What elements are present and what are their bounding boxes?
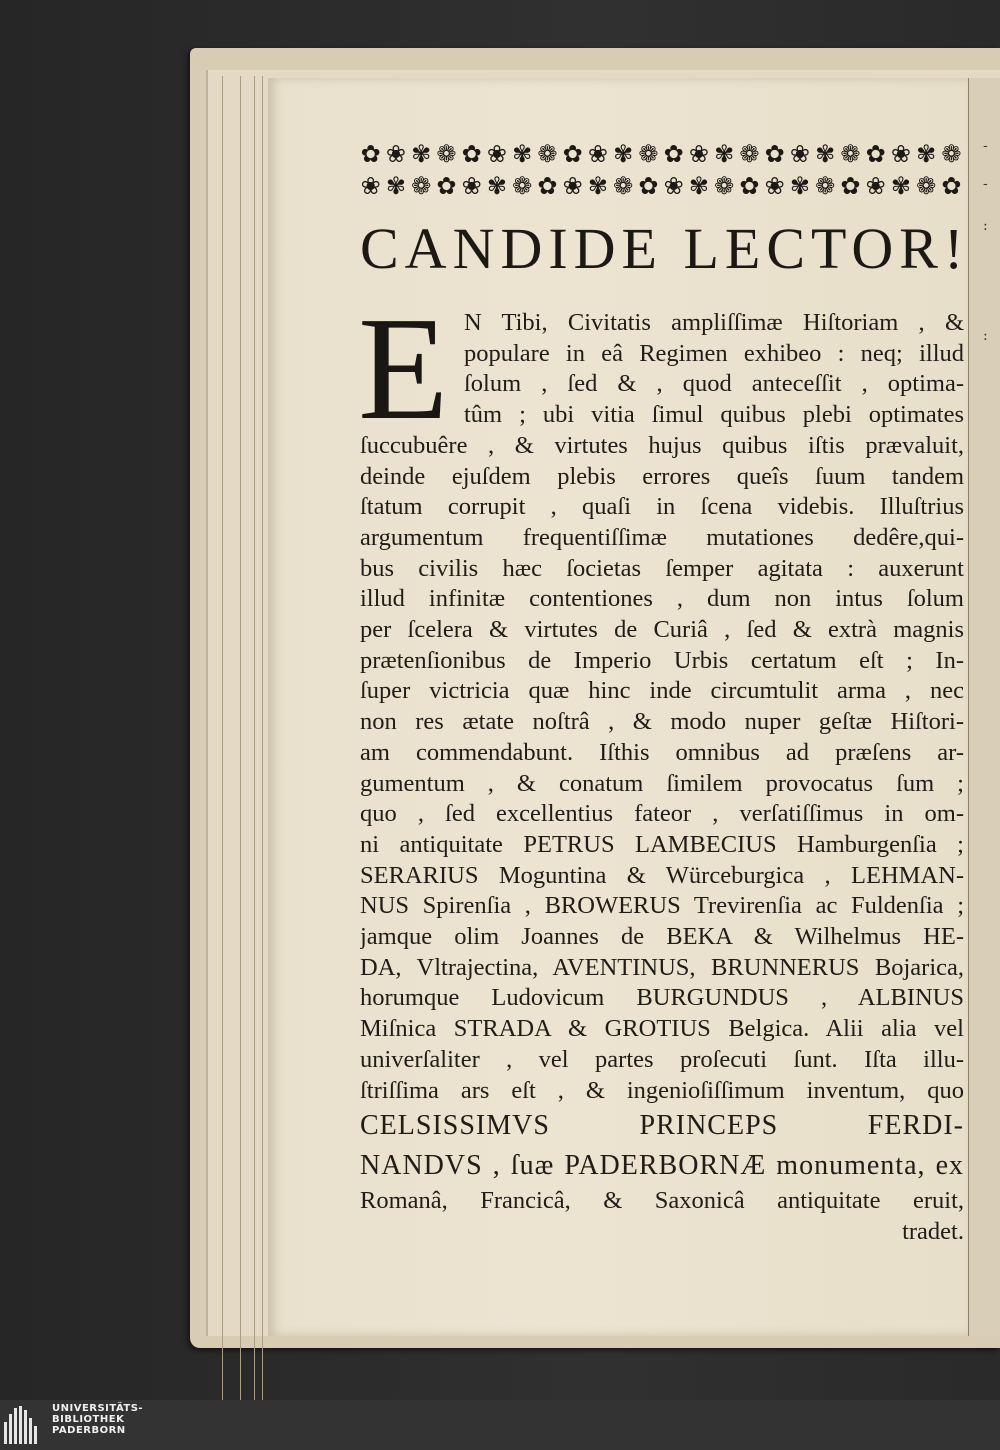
ornament-flower-icon: ✿ [537, 172, 558, 200]
ornament-flower-icon: ❀ [764, 172, 785, 200]
ornament-flower-icon: ❁ [613, 172, 634, 200]
ornament-flower-icon: ❁ [815, 172, 836, 200]
ornament-flower-icon: ❀ [663, 172, 684, 200]
text-line: ni antiquitate PETRUS LAMBECIUS Hamburgenſia ; [360, 830, 964, 858]
page-edge-line [222, 76, 223, 1450]
ornament-flower-icon: ❁ [436, 140, 457, 168]
logo-bar [4, 1422, 7, 1444]
text-line: univerſaliter , vel partes proſecuti ſunt. Iſta illu- [360, 1045, 964, 1073]
ornament-flower-icon: ✾ [587, 172, 608, 200]
text-line: NUS Spirenſia , BROWERUS Trevirenſia ac Fuldenſia ; [360, 892, 964, 920]
ornament-flower-icon: ❁ [537, 140, 558, 168]
ornament-flower-icon: ❀ [587, 140, 608, 168]
ornament-flower-icon: ❁ [714, 172, 735, 200]
ornament-flower-icon: ✾ [411, 140, 432, 168]
text-line: SERARIUS Moguntina & Würceburgica , LEHMAN- [360, 861, 964, 889]
text-line: ſuccubuêre , & virtutes hujus quibus iſtis prævaluit, [360, 431, 964, 459]
ornament-flower-icon: ✿ [360, 140, 381, 168]
page-edge-line [262, 76, 263, 1450]
ornament-flower-icon: ✾ [789, 172, 810, 200]
text-line: ſtatum corrupit , quaſi in ſcena videbis. Illuſtrius [360, 493, 964, 521]
library-name-line: UNIVERSITÄTS- [52, 1403, 144, 1414]
ornament-flower-icon: ✿ [638, 172, 659, 200]
ornament-flower-icon: ❁ [512, 172, 533, 200]
ornament-flower-icon: ✾ [613, 140, 634, 168]
text-line: ſuper victricia quæ hinc inde circumtulit arma , nec [360, 677, 964, 705]
text-line: Miſnica STRADA & GROTIUS Belgica. Alii alia vel [360, 1015, 964, 1043]
ornament-flower-icon: ❁ [411, 172, 432, 200]
ornament-flower-icon: ❁ [916, 172, 937, 200]
ornament-flower-icon: ❁ [638, 140, 659, 168]
page-edge-line [240, 76, 241, 1450]
ornament-flower-icon: ✾ [512, 140, 533, 168]
page-title: CANDIDE LECTOR! [360, 216, 970, 281]
ornament-flower-icon: ❀ [385, 140, 406, 168]
body-text [358, 287, 964, 1248]
library-name [52, 1403, 143, 1436]
adjacent-page-mark: : [983, 218, 988, 234]
text-line: NANDVS , ſuæ PADERBORNÆ monumenta, ex [360, 1150, 964, 1182]
ornament-flower-icon: ❁ [941, 140, 962, 168]
logo-bar [24, 1410, 27, 1444]
logo-bar [19, 1406, 22, 1444]
text-line: deinde ejuſdem plebis errores queîs ſuum tandem [360, 462, 964, 490]
ornament-flower-icon: ❀ [890, 140, 911, 168]
ornamental-border [358, 138, 964, 202]
logo-bar [14, 1408, 17, 1444]
ornament-flower-icon: ❀ [562, 172, 583, 200]
adjacent-page-mark: - [983, 176, 988, 192]
adjacent-page-mark: - [983, 138, 988, 154]
logo-bar [29, 1418, 32, 1444]
ornament-flower-icon: ✾ [688, 172, 709, 200]
text-line: tûm ; ubi vitia ſimul quibus plebi optimates [464, 401, 964, 429]
ornament-flower-icon: ✿ [764, 140, 785, 168]
library-footer [0, 1400, 1000, 1450]
text-line: argumentum frequentiſſimæ mutationes dedêre,qui- [360, 523, 964, 551]
library-logo-icon [4, 1406, 44, 1444]
ornament-flower-icon: ✿ [436, 172, 457, 200]
ornament-flower-icon: ✿ [461, 140, 482, 168]
text-line: horumque Ludovicum BURGUNDUS , ALBINUS [360, 984, 964, 1012]
text-line: CELSISSIMVS PRINCEPS FERDI- [360, 1110, 964, 1142]
page-edge-line [254, 76, 255, 1450]
ornament-flower-icon: ❀ [360, 172, 381, 200]
text-line: illud infinitæ contentiones , dum non intus ſolum [360, 585, 964, 613]
text-line: per ſcelera & virtutes de Curiâ , ſed & extrà magnis [360, 616, 964, 644]
text-line: Romanâ, Francicâ, & Saxonicâ antiquitate eruit, [360, 1187, 964, 1215]
adjacent-page-mark: : [983, 328, 988, 344]
library-name-line: PADERBORN [52, 1425, 126, 1436]
text-line: jamque olim Joannes de BEKA & Wilhelmus HE- [360, 923, 964, 951]
library-name-line: BIBLIOTHEK [52, 1414, 125, 1425]
ornament-flower-icon: ❁ [739, 140, 760, 168]
logo-bar [9, 1414, 12, 1444]
ornament-flower-icon: ❁ [840, 140, 861, 168]
text-line: ſolum , ſed & , quod anteceſſit , optima- [464, 370, 964, 398]
drop-capital: E [358, 287, 449, 451]
ornament-flower-icon: ✾ [916, 140, 937, 168]
text-line: non res ætate noſtrâ , & modo nuper geſtæ Hiſtori- [360, 708, 964, 736]
text-line: am commendabunt. Iſthis omnibus ad præſens ar- [360, 738, 964, 766]
text-line: quo , ſed excellentius fateor , verſatiſſimus in om- [360, 800, 964, 828]
text-line: DA, Vltrajectina, AVENTINUS, BRUNNERUS Bojarica, [360, 953, 964, 981]
ornament-flower-icon: ✾ [714, 140, 735, 168]
ornament-flower-icon: ✾ [815, 140, 836, 168]
ornament-flower-icon: ❀ [486, 140, 507, 168]
ornament-flower-icon: ❀ [865, 172, 886, 200]
text-line: bus civilis hæc ſocietas ſemper agitata : auxerunt [360, 554, 964, 582]
ornament-flower-icon: ❀ [789, 140, 810, 168]
ornament-flower-icon: ✿ [840, 172, 861, 200]
text-line: N Tibi, Civitatis ampliſſimæ Hiſtoriam , & [464, 309, 964, 336]
ornament-flower-icon: ✿ [865, 140, 886, 168]
ornament-flower-icon: ✾ [890, 172, 911, 200]
ornament-flower-icon: ✿ [739, 172, 760, 200]
ornament-flower-icon: ❀ [688, 140, 709, 168]
text-line: prætenſionibus de Imperio Urbis certatum eſt ; In- [360, 646, 964, 674]
ornament-flower-icon: ✾ [486, 172, 507, 200]
text-line: gumentum , & conatum ſimilem provocatus ſum ; [360, 769, 964, 797]
ornament-flower-icon: ❀ [461, 172, 482, 200]
ornament-flower-icon: ✾ [385, 172, 406, 200]
logo-bar [34, 1426, 37, 1444]
text-line: populare in eâ Regimen exhibeo : neq; illud [464, 339, 964, 367]
ornament-flower-icon: ✿ [941, 172, 962, 200]
text-line: tradet. [902, 1217, 964, 1245]
ornament-flower-icon: ✿ [562, 140, 583, 168]
ornament-flower-icon: ✿ [663, 140, 684, 168]
text-line: ſtriſſima ars eſt , & ingenioſiſſimum inventum, quo [360, 1076, 964, 1104]
